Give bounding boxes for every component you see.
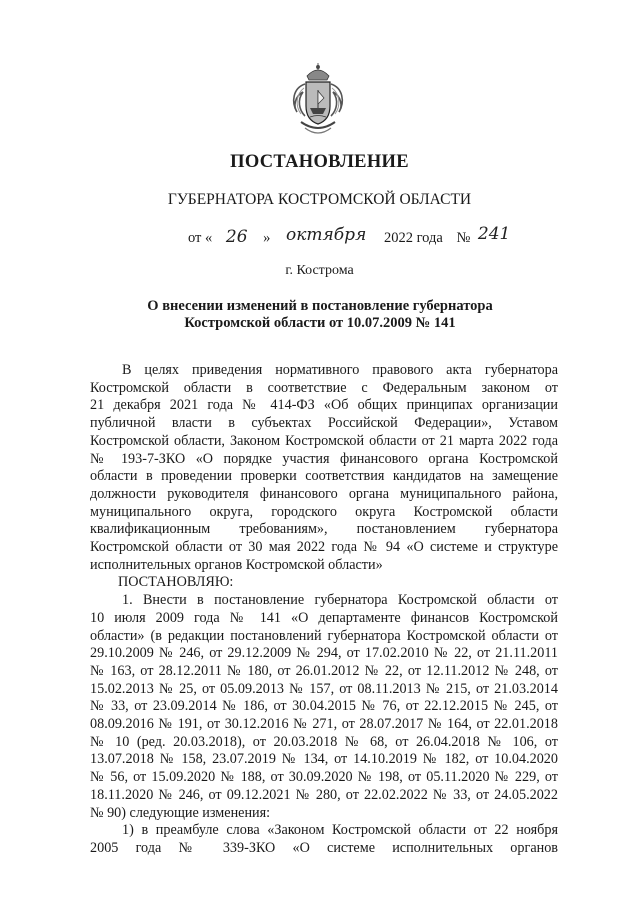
preamble-line: публичной власти в субъектах Российской Федерации», Уставом — [90, 415, 558, 432]
heading-line: Костромской области от 10.07.2009 № 141 — [184, 315, 456, 331]
heading-line: О внесении изменений в постановление губернатора — [147, 298, 493, 314]
document-number: 241 — [477, 224, 511, 244]
preamble-line: Костромской области в соответствие с Федеральным законом от — [90, 379, 558, 396]
date-year: 2022 года — [383, 230, 443, 246]
preamble-line: исполнительных органов Костромской области» — [90, 556, 383, 573]
date-mid: » — [263, 230, 271, 246]
preamble-line: Костромской области от 30 мая 2022 года № 94 «О системе и структуре — [90, 539, 558, 556]
item1-line: № 33, от 23.09.2014 № 186, от 30.04.2015 № 76, от 22.12.2015 № 245, от — [90, 698, 558, 715]
item1-line: № 56, от 15.09.2020 № 188, от 30.09.2020 № 198, от 05.11.2020 № 229, от — [90, 769, 558, 786]
date-day: 26 — [225, 227, 248, 247]
item1-line: 10 июля 2009 года № 141 «О департаменте финансов Костромской — [90, 609, 558, 626]
preamble-line: № 193-7-ЗКО «О порядке участия финансового органа Костромской — [90, 450, 558, 467]
preamble-line: муниципального округа, городского округа Костромской области — [90, 503, 558, 520]
document-body — [90, 362, 558, 858]
coat-of-arms-icon — [287, 62, 349, 140]
document-issuer: ГУБЕРНАТОРА КОСТРОМСКОЙ ОБЛАСТИ — [167, 191, 472, 208]
document-title: ПОСТАНОВЛЕНИЕ — [230, 152, 409, 172]
preamble-line: Костромской области, Законом Костромской области от 21 марта 2022 года — [90, 432, 558, 449]
item1-line: 08.09.2016 № 191, от 30.12.2016 № 271, от 28.07.2017 № 164, от 22.01.2018 — [90, 716, 558, 733]
item1-line: 15.02.2013 № 25, от 05.09.2013 № 157, от 08.11.2013 № 215, от 21.03.2014 — [90, 680, 558, 697]
document-city: г. Кострома — [285, 263, 354, 278]
item1-line: № 10 (ред. 20.03.2018), от 20.03.2018 № 68, от 26.04.2018 № 106, от — [90, 733, 558, 750]
date-month: октября — [286, 225, 367, 245]
item1-line: 1. Внести в постановление губернатора Костромской области от — [122, 592, 558, 609]
date-prefix: от « — [188, 230, 213, 246]
preamble-line: В целях приведения нормативного правового акта губернатора — [122, 362, 558, 378]
preamble-line: должности руководителя финансового органа муниципального района, — [90, 485, 558, 502]
decree-word: ПОСТАНОВЛЯЮ: — [118, 574, 234, 591]
item1-line: области» (в редакции постановлений губернатора Костромской области от — [90, 627, 558, 644]
item1-line: 18.11.2020 № 246, от 09.12.2021 № 280, от 22.02.2022 № 33, от 24.05.2022 — [90, 786, 558, 803]
item1-line: 13.07.2018 № 158, 23.07.2019 № 134, от 14.10.2019 № 182, от 10.04.2020 — [90, 751, 558, 768]
preamble-line: области в проведении проверки соответствия кандидатов на замещение — [90, 468, 558, 485]
date-line — [188, 224, 511, 247]
preamble-line: 21 декабря 2021 года № 414-ФЗ «Об общих принципах организации — [90, 397, 558, 414]
item1-line: № 90) следующие изменения: — [90, 804, 271, 821]
number-sign: № — [456, 230, 471, 246]
sub1-line: 1) в преамбуле слова «Законом Костромской области от 22 ноября — [122, 822, 558, 839]
item1-line: 29.10.2009 № 246, от 29.12.2009 № 294, от 17.02.2010 № 22, от 21.11.2011 — [90, 645, 558, 662]
item1-line: № 163, от 28.12.2011 № 180, от 26.01.2012 № 22, от 12.11.2012 № 248, от — [90, 662, 558, 679]
document-heading — [80, 298, 560, 332]
preamble-line: квалификационным требованиям», постановлением губернатора — [90, 521, 558, 538]
sub1-line: 2005 года № 339-ЗКО «О системе исполнительных органов — [90, 839, 558, 856]
